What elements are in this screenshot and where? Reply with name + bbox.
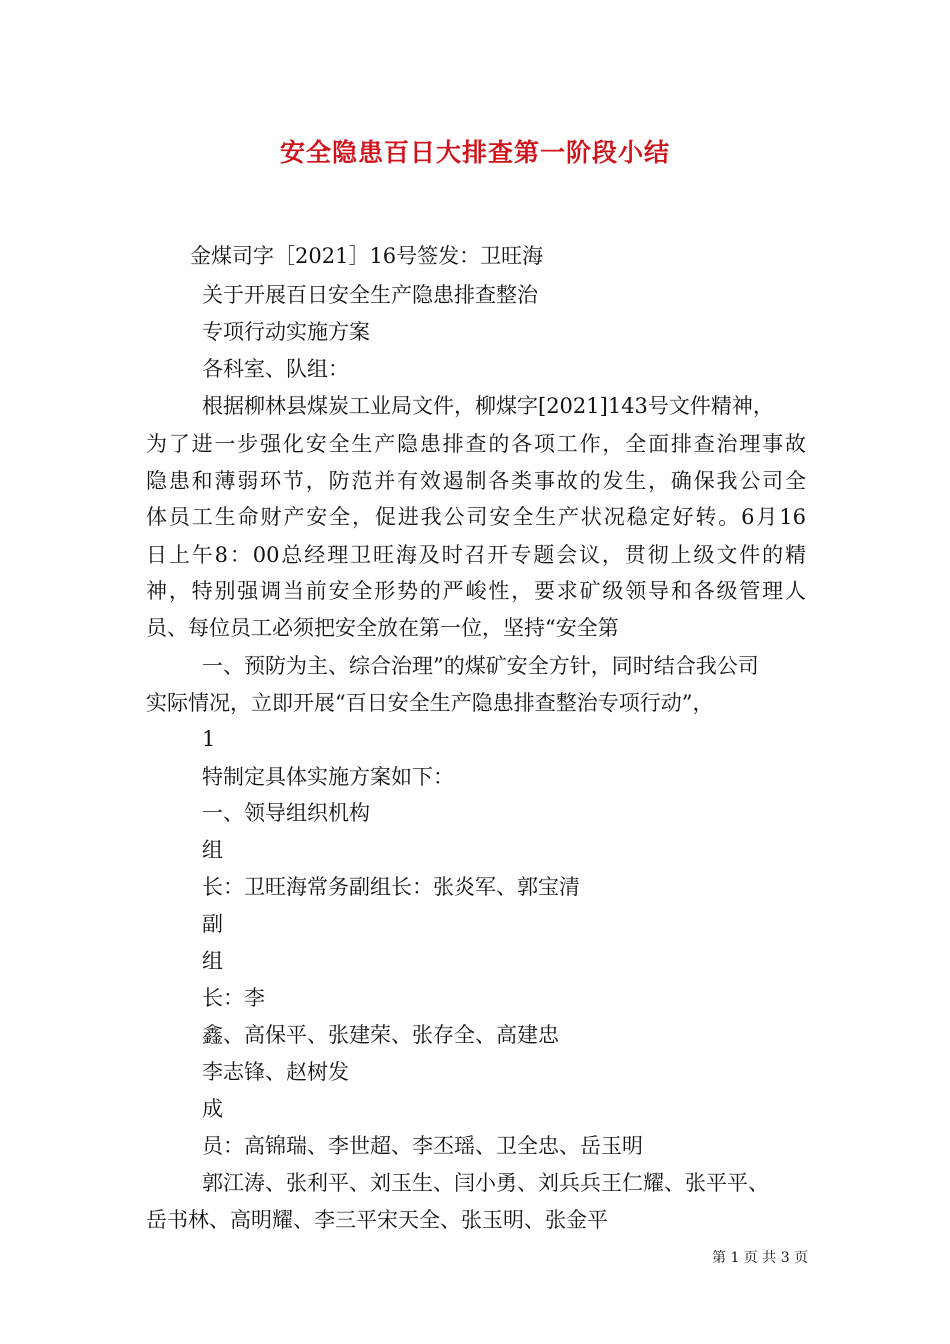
body-line: 成 bbox=[202, 1097, 223, 1121]
salutation: 各科室、队组： bbox=[202, 357, 349, 381]
body-line: 副 bbox=[202, 912, 223, 936]
body-line: 岳书林、高明耀、李三平宋天全、张玉明、张金平 bbox=[146, 1208, 608, 1232]
document-title: 安全隐患百日大排查第一阶段小结 bbox=[279, 138, 670, 167]
page-footer: 第 1 页 共 3 页 bbox=[712, 1250, 809, 1266]
body-line: 长：卫旺海常务副组长：张炎军、郭宝清 bbox=[202, 875, 580, 899]
body-line: 李志锋、赵树发 bbox=[202, 1060, 349, 1084]
body-line: 员：高锦瑞、李世超、李丕瑶、卫全忠、岳玉明 bbox=[202, 1134, 643, 1158]
body-line: 体员工生命财产安全，促进我公司安全生产状况稳定好转。6月16 bbox=[146, 505, 806, 529]
body-line: 鑫、高保平、张建荣、张存全、高建忠 bbox=[202, 1023, 559, 1047]
document-number-line: 金煤司字［2021］16号签发：卫旺海 bbox=[190, 244, 544, 268]
body-line: 员、每位员工必须把安全放在第一位，坚持“安全第 bbox=[146, 616, 619, 640]
body-line: 组 bbox=[202, 949, 223, 973]
body-line: 一、预防为主、综合治理”的煤矿安全方针，同时结合我公司 bbox=[202, 654, 759, 678]
page-number-inline: 1 bbox=[202, 727, 216, 751]
body-line: 组 bbox=[202, 838, 223, 862]
body-line: 神，特别强调当前安全形势的严峻性，要求矿级领导和各级管理人 bbox=[146, 579, 806, 603]
body-line: 日上午8：00总经理卫旺海及时召开专题会议，贯彻上级文件的精 bbox=[146, 543, 806, 567]
notice-title-line-2: 专项行动实施方案 bbox=[202, 320, 370, 344]
notice-title-line-1: 关于开展百日安全生产隐患排查整治 bbox=[202, 283, 538, 307]
body-line: 为了进一步强化安全生产隐患排查的各项工作，全面排查治理事故 bbox=[146, 432, 806, 456]
body-line: 郭江涛、张利平、刘玉生、闫小勇、刘兵兵王仁耀、张平平、 bbox=[202, 1171, 769, 1195]
body-line: 特制定具体实施方案如下： bbox=[202, 765, 454, 789]
body-line: 长：李 bbox=[202, 986, 265, 1010]
body-line: 隐患和薄弱环节，防范并有效遏制各类事故的发生，确保我公司全 bbox=[146, 469, 806, 493]
section-heading: 一、领导组织机构 bbox=[202, 801, 370, 825]
body-line: 根据柳林县煤炭工业局文件，柳煤字[2021]143号文件精神， bbox=[202, 394, 774, 418]
body-line: 实际情况，立即开展“百日安全生产隐患排查整治专项行动”， bbox=[146, 691, 714, 715]
